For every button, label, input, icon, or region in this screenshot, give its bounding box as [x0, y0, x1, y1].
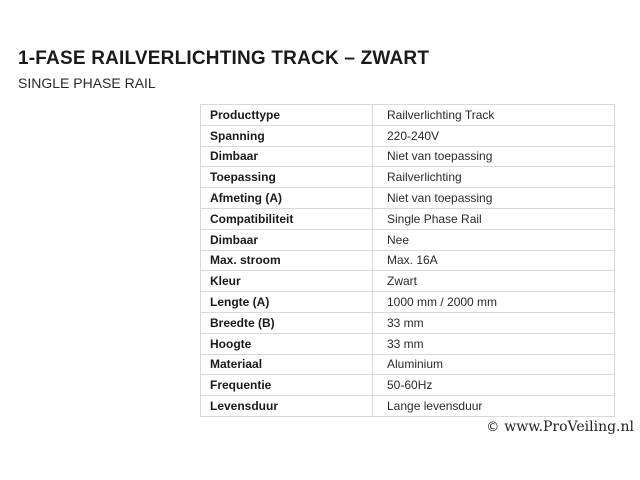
copyright-icon: © — [486, 420, 500, 435]
table-row — [201, 167, 615, 188]
spec-value: 1000 mm / 2000 mm — [373, 292, 615, 313]
table-row — [201, 125, 615, 146]
table-row — [201, 333, 615, 354]
watermark-text: www.ProVeiling.nl — [504, 419, 634, 435]
spec-label: Materiaal — [201, 354, 373, 375]
spec-label: Kleur — [201, 271, 373, 292]
spec-label: Afmeting (A) — [201, 188, 373, 209]
spec-value: Railverlichting — [373, 167, 615, 188]
spec-label: Spanning — [201, 125, 373, 146]
table-row — [201, 396, 615, 417]
spec-value: Max. 16A — [373, 250, 615, 271]
spec-value: 33 mm — [373, 333, 615, 354]
spec-label: Compatibiliteit — [201, 208, 373, 229]
table-row — [201, 250, 615, 271]
table-row — [201, 375, 615, 396]
table-row — [201, 292, 615, 313]
watermark — [486, 419, 634, 435]
table-row — [201, 146, 615, 167]
spec-label: Dimbaar — [201, 146, 373, 167]
spec-value: 220-240V — [373, 125, 615, 146]
spec-table — [200, 104, 615, 417]
spec-label: Producttype — [201, 105, 373, 126]
table-row — [201, 271, 615, 292]
table-row — [201, 354, 615, 375]
spec-value: Railverlichting Track — [373, 105, 615, 126]
spec-value: Aluminium — [373, 354, 615, 375]
spec-value: Nee — [373, 229, 615, 250]
spec-value: Niet van toepassing — [373, 146, 615, 167]
spec-value: 33 mm — [373, 312, 615, 333]
spec-label: Dimbaar — [201, 229, 373, 250]
spec-label: Toepassing — [201, 167, 373, 188]
spec-label: Lengte (A) — [201, 292, 373, 313]
spec-label: Max. stroom — [201, 250, 373, 271]
page-title: 1-FASE RAILVERLICHTING TRACK – ZWART — [18, 48, 430, 69]
table-row — [201, 312, 615, 333]
spec-value: Single Phase Rail — [373, 208, 615, 229]
table-row — [201, 229, 615, 250]
spec-label: Frequentie — [201, 375, 373, 396]
table-row — [201, 188, 615, 209]
page-subtitle: SINGLE PHASE RAIL — [18, 75, 156, 91]
spec-value: Zwart — [373, 271, 615, 292]
spec-label: Levensduur — [201, 396, 373, 417]
spec-label: Hoogte — [201, 333, 373, 354]
table-row — [201, 105, 615, 126]
spec-value: 50-60Hz — [373, 375, 615, 396]
spec-value: Niet van toepassing — [373, 188, 615, 209]
spec-label: Breedte (B) — [201, 312, 373, 333]
spec-value: Lange levensduur — [373, 396, 615, 417]
table-row — [201, 208, 615, 229]
